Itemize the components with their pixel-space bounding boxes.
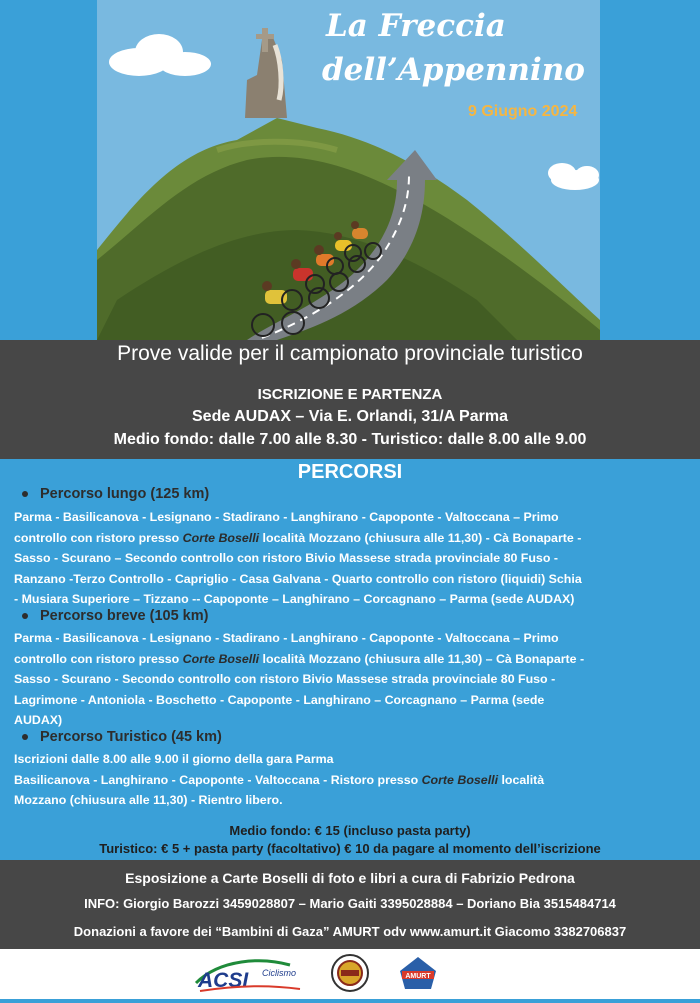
route-line <box>14 649 694 670</box>
bullet-icon <box>22 734 28 740</box>
route-text: Basilicanova - Langhirano - Capoponte - Valtoccana - Ristoro presso <box>14 772 422 787</box>
registration-heading: ISCRIZIONE E PARTENZA <box>257 386 443 403</box>
route-line: Lagrimone - Antoniola - Boschetto - Capoponte - Langhirano – Corcagnano – Parma (sede <box>14 692 545 707</box>
route-line: Sasso - Scurano - Secondo controllo con ristoro Bivio Massese strada provinciale 80 Fuso - <box>14 672 556 686</box>
route-long-name: Percorso lungo (125 km) <box>40 486 210 502</box>
corte-boselli-highlight: Corte Boselli <box>182 651 260 666</box>
route-long-heading <box>22 486 209 502</box>
corte-boselli-highlight: Corte Boselli <box>182 530 260 545</box>
bullet-icon <box>22 613 28 619</box>
cloud-left-icon <box>109 34 211 76</box>
registration-location: Sede AUDAX – Via E. Orlandi, 31/A Parma <box>192 408 508 425</box>
amurt-logo-icon <box>400 957 436 989</box>
title-line-2: dell’Appennino <box>322 52 585 88</box>
route-line <box>14 528 694 549</box>
audax-seal-icon <box>332 955 368 991</box>
sponsor-logos <box>0 949 700 999</box>
route-text: località Mozzano (chiusura alle 11,30) - Cà Bonaparte - <box>259 530 582 545</box>
championship-banner <box>0 340 700 372</box>
acsi-logo-icon <box>196 961 300 992</box>
route-line: Parma - Basilicanova - Lesignano - Stadirano - Langhirano - Capoponte - Valtoccana – Primo <box>14 510 559 524</box>
route-short-name: Percorso breve (105 km) <box>40 608 209 624</box>
route-short-description <box>14 628 694 731</box>
cloud-right-icon <box>548 163 599 190</box>
route-line: AUDAX) <box>14 713 63 727</box>
hero-illustration <box>0 0 700 340</box>
exhibition-text: Esposizione a Carte Boselli di foto e libri a cura di Fabrizio Pedrona <box>125 870 575 886</box>
price-medio-fondo: Medio fondo: € 15 (incluso pasta party) <box>229 823 471 838</box>
route-text: località <box>498 772 545 787</box>
prices <box>0 822 700 858</box>
amurt-logo-text: AMURT <box>405 973 431 980</box>
corte-boselli-highlight: Corte Boselli <box>421 772 499 787</box>
donations-text: Donazioni a favore dei “Bambini di Gaza” AMURT odv www.amurt.it Giacomo 3382706837 <box>73 924 627 939</box>
route-long-description <box>14 507 694 610</box>
route-line: Iscrizioni dalle 8.00 alle 9.00 il giorno della gara Parma <box>14 752 334 766</box>
route-line: Mozzano (chiusura alle 11,30) - Rientro libero. <box>14 793 283 807</box>
route-short-heading <box>22 608 208 624</box>
registration-times: Medio fondo: dalle 7.00 alle 8.30 - Turistico: dalle 8.00 alle 9.00 <box>113 431 587 448</box>
registration-block <box>0 372 700 459</box>
route-line: Sasso - Scurano – Secondo controllo con ristoro Bivio Massese strada provinciale 80 Fuso - <box>14 551 558 565</box>
route-tourist-name: Percorso Turistico (45 km) <box>40 729 222 745</box>
sky <box>97 0 600 340</box>
acsi-logo-text: ACSI <box>198 969 249 992</box>
event-date: 9 Giugno 2024 <box>468 103 578 120</box>
route-line: Parma - Basilicanova - Lesignano - Stadirano - Langhirano - Capoponte - Valtoccana – Primo <box>14 631 559 645</box>
route-tourist-heading <box>22 729 222 745</box>
route-text: località Mozzano (chiusura alle 11,30) – Cà Bonaparte - <box>259 651 585 666</box>
route-text: controllo con ristoro presso <box>14 651 183 666</box>
title-line-1: La Freccia <box>326 8 506 44</box>
mountain-illustration <box>97 0 600 340</box>
bullet-icon <box>22 491 28 497</box>
info-contacts: INFO: Giorgio Barozzi 3459028807 – Mario Gaiti 3395028884 – Doriano Bia 3515484714 <box>84 896 616 911</box>
championship-text: Prove valide per il campionato provinciale turistico <box>117 342 583 365</box>
route-line: Ranzano -Terzo Controllo - Capriglio - Casa Galvana - Quarto controllo con ristoro (liquidi) Schia <box>14 571 582 586</box>
acsi-logo-sub: Ciclismo <box>262 968 297 978</box>
route-line <box>14 770 694 791</box>
percorsi-heading: PERCORSI <box>297 461 403 483</box>
route-line: - Musiara Superiore – Tizzano -- Capoponte – Langhirano – Corcagnano – Parma (sede AUDAX) <box>14 592 575 606</box>
logos-strip <box>0 949 700 999</box>
price-turistico: Turistico: € 5 + pasta party (facoltativo) € 10 da pagare al momento dell’iscrizione <box>99 841 601 856</box>
route-tourist-description <box>14 749 694 811</box>
info-block <box>0 860 700 949</box>
route-text: controllo con ristoro presso <box>14 530 183 545</box>
